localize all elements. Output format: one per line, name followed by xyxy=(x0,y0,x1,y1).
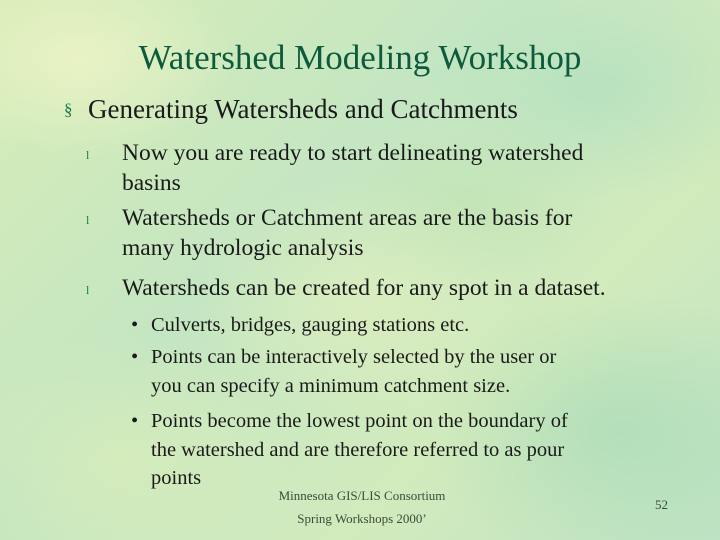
subbullet-line: Points can be interactively selected by the user or xyxy=(151,346,557,368)
subbullet-line: the watershed and are therefore referred to as pour xyxy=(151,438,565,461)
subbullet-line: points xyxy=(151,467,202,489)
bullet-marker: l xyxy=(86,213,90,227)
bullet-line: Watersheds or Catchment areas are the basis for xyxy=(122,205,573,231)
subbullet-line: Culverts, bridges, gauging stations etc. xyxy=(151,314,470,336)
slide-title: Watershed Modeling Workshop xyxy=(138,38,582,77)
subbullet-text xyxy=(151,311,661,340)
page-number: 52 xyxy=(655,497,668,512)
bullet-text xyxy=(122,138,682,198)
level1-bullet xyxy=(64,94,518,125)
subbullet-line: Points become the lowest point on the boundary of xyxy=(151,410,568,432)
subbullet-marker: • xyxy=(131,410,139,432)
subbullet-marker: • xyxy=(131,346,139,368)
footer-organization: Minnesota GIS/LIS Consortium xyxy=(278,488,446,503)
subbullet-marker: • xyxy=(131,314,139,336)
section-marker: § xyxy=(64,100,73,119)
bullet-text xyxy=(122,273,682,303)
footer-event: Spring Workshops 2000’ xyxy=(297,511,427,526)
subbullet-line: you can specify a minimum catchment size. xyxy=(151,374,511,397)
slide-footer xyxy=(262,484,462,530)
bullet-line: Watersheds can be created for any spot in a dataset. xyxy=(122,275,606,301)
bullet-text xyxy=(122,203,682,263)
level1-text: Generating Watersheds and Catchments xyxy=(88,94,518,124)
bullet-line: basins xyxy=(122,170,181,196)
bullet-line: Now you are ready to start delineating watershed xyxy=(122,140,584,166)
subbullet-text xyxy=(151,407,661,493)
bullet-marker: l xyxy=(86,283,90,297)
bullet-line: many hydrologic analysis xyxy=(122,235,364,261)
bullet-marker: l xyxy=(86,148,90,162)
subbullet-text xyxy=(151,343,661,400)
